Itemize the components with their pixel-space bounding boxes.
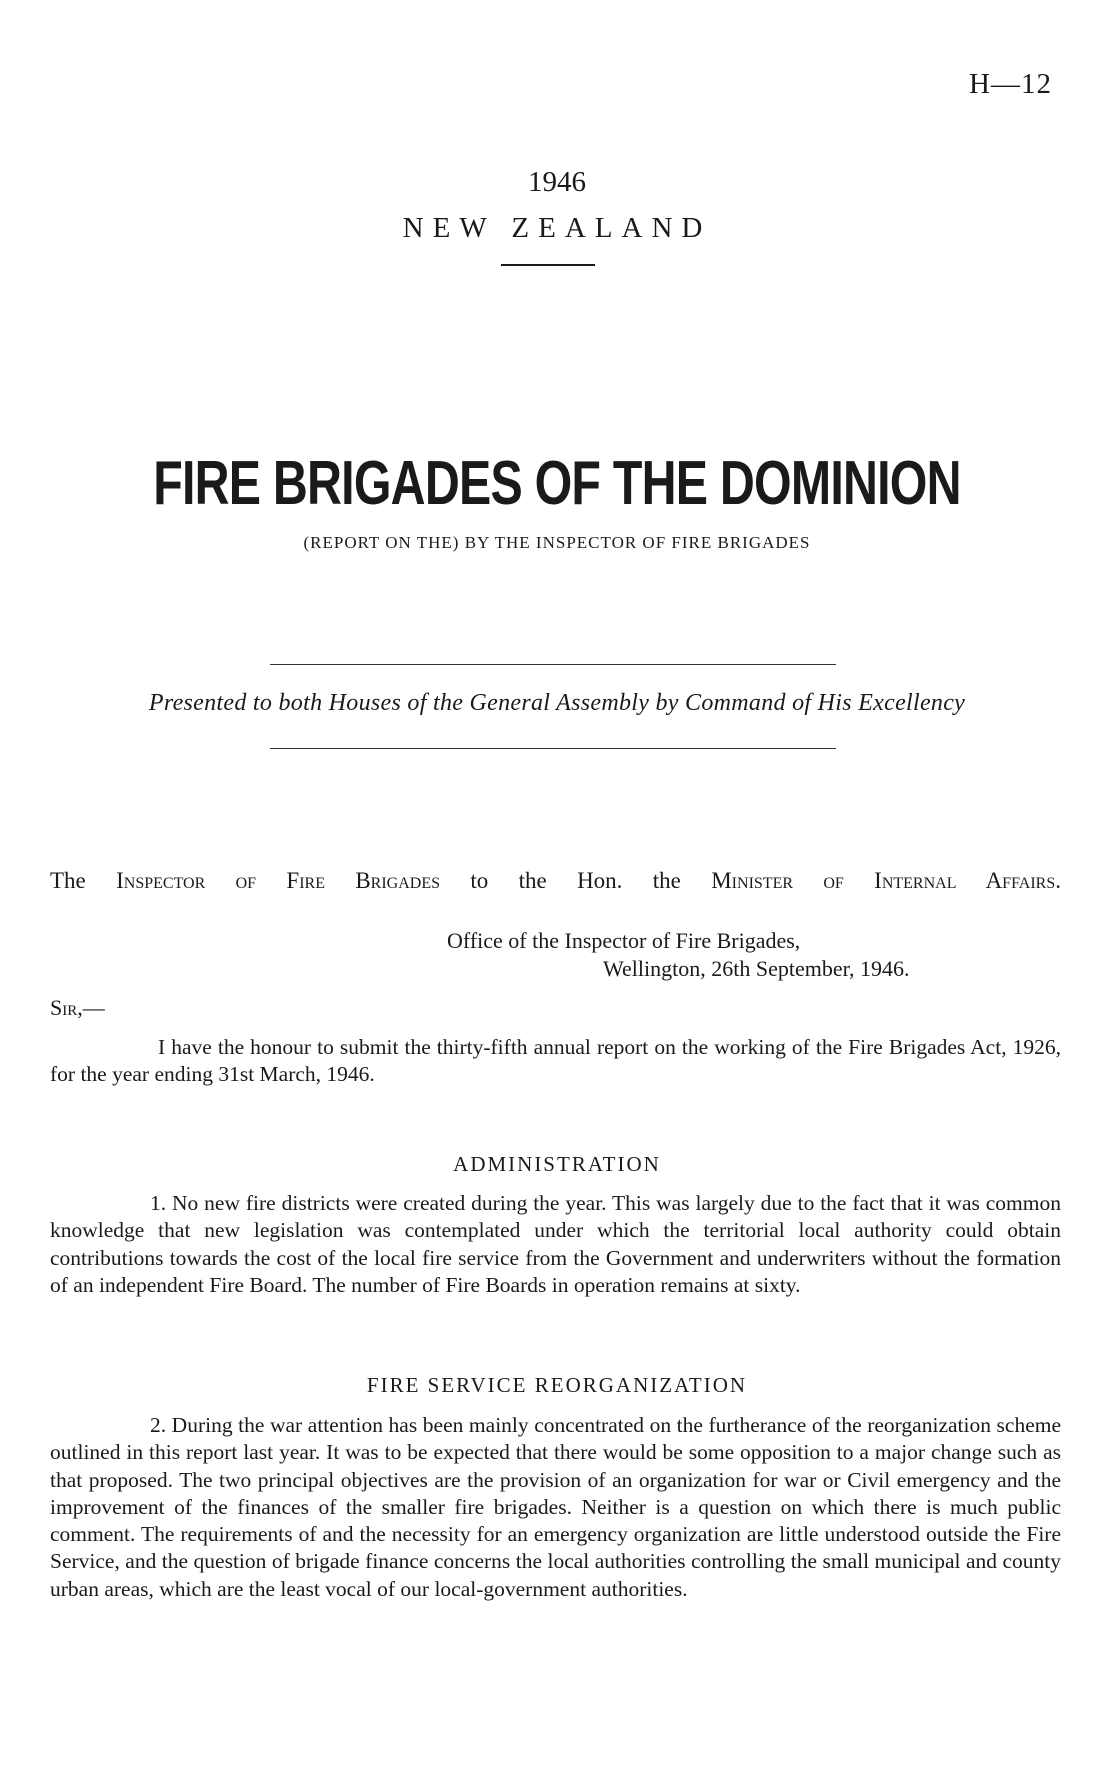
divider-short: [501, 264, 595, 266]
section-heading-administration: ADMINISTRATION: [453, 1152, 661, 1176]
section-heading-reorganization: FIRE SERVICE REORGANIZATION: [366, 1373, 748, 1397]
address-from-prefix: The: [50, 868, 117, 893]
letter-address-line: [50, 868, 1061, 894]
document-title: FIRE BRIGADES OF THE DOMINION: [153, 449, 961, 518]
address-from-title: Inspector of Fire Brigades: [116, 868, 441, 893]
letter-dateline: Wellington, 26th September, 1946.: [603, 956, 910, 981]
address-to-suffix: .: [1055, 868, 1061, 893]
address-to-title: Minister of Internal Affairs: [711, 868, 1056, 893]
presented-line: Presented to both Houses of the General Assembly by Command of His Excellency: [148, 690, 966, 716]
page-identifier: H—12: [969, 68, 1052, 100]
country-heading: NEW ZEALAND: [402, 212, 712, 244]
document-subtitle: (REPORT ON THE) BY THE INSPECTOR OF FIRE BRIGADES: [303, 533, 811, 552]
divider-bottom: [270, 748, 836, 749]
report-year: 1946: [528, 166, 586, 198]
section-paragraph-reorganization: 2. During the war attention has been mainly concentrated on the furtherance of the reorganization scheme outlined in this report last year. It was to be expected that there would be some opposition to a major change such as that proposed. The two principal objectives are the provision of an organization for war or Civil emergency and the improvement of the finances of the smaller fire brigades. Neither is a question on which there is much public comment. The requirements of and the necessity for an emergency organization are little understood outside the Fire Service, and the question of brigade finance concerns the local authorities controlling the small municipal and county urban areas, which are the least vocal of our local-government authorities.: [50, 1413, 1061, 1601]
letter-office: Office of the Inspector of Fire Brigades,: [447, 928, 801, 953]
intro-paragraph: I have the honour to submit the thirty-fifth annual report on the working of the Fire Brigades Act, 1926, for the year ending 31st March, 1946.: [50, 1035, 1061, 1087]
address-to-prefix: to the Hon. the: [440, 868, 712, 893]
section-paragraph-administration: 1. No new fire districts were created during the year. This was largely due to the fact that it was common knowledge that new legislation was contemplated under which the territorial local authority could obtain contributions towards the cost of the local fire service from the Government and underwriters without the formation of an independent Fire Board. The number of Fire Boards in operation remains at sixty.: [50, 1191, 1061, 1297]
divider-top: [270, 664, 836, 665]
letter-salutation: Sir,—: [50, 995, 105, 1020]
